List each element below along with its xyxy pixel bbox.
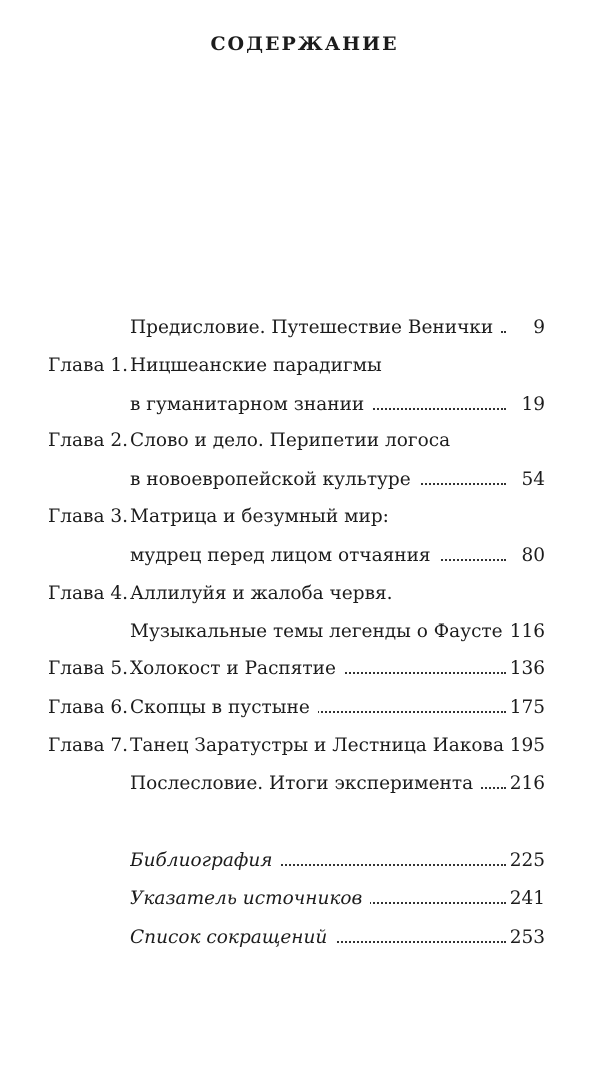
toc-entry-title: Холокост и Распятие bbox=[130, 658, 344, 679]
toc-entry-title: Аллилуйя и жалоба червя. bbox=[130, 583, 401, 604]
toc-entry-bibliography[interactable] bbox=[0, 847, 609, 875]
toc-entry-chapter-2[interactable] bbox=[0, 427, 609, 455]
toc-entry-chapter-2-cont[interactable] bbox=[0, 466, 609, 494]
chapter-label: Глава 6. bbox=[48, 697, 129, 718]
toc-entry-title-cont: в гуманитарном знании bbox=[130, 394, 372, 415]
toc-entry-title: Слово и дело. Перипетии логоса bbox=[130, 430, 458, 451]
toc-entry-chapter-1[interactable] bbox=[0, 352, 609, 380]
toc-entry-chapter-4-cont[interactable] bbox=[0, 618, 609, 646]
chapter-label: Глава 3. bbox=[48, 506, 129, 527]
toc-entry-chapter-3[interactable] bbox=[0, 503, 609, 531]
toc-entry-chapter-5[interactable] bbox=[0, 655, 609, 683]
toc-entry-sources-index[interactable] bbox=[0, 885, 609, 913]
toc-page-number: 241 bbox=[509, 888, 545, 909]
chapter-label: Глава 2. bbox=[48, 430, 129, 451]
chapter-label: Глава 7. bbox=[48, 735, 129, 756]
toc-entry-title: Ницшеанские парадигмы bbox=[130, 355, 390, 376]
toc-entry-title-cont: Музыкальные темы легенды о Фаусте bbox=[130, 621, 506, 642]
toc-entry-preface[interactable] bbox=[0, 314, 609, 342]
toc-entry-afterword[interactable] bbox=[0, 770, 609, 798]
toc-page-number: 225 bbox=[509, 850, 545, 871]
toc-entry-title: Танец Заратустры и Лестница Иакова bbox=[130, 735, 506, 756]
page-title: СОДЕРЖАНИЕ bbox=[210, 33, 399, 55]
toc-page-number: 175 bbox=[509, 697, 545, 718]
toc-entry-title-cont: мудрец перед лицом отчаяния bbox=[130, 545, 439, 566]
toc-page-number: 116 bbox=[509, 621, 545, 642]
toc-entry-chapter-4[interactable] bbox=[0, 580, 609, 608]
toc-page-number: 9 bbox=[533, 317, 545, 338]
toc-entry-chapter-7[interactable] bbox=[0, 732, 609, 760]
chapter-label: Глава 1. bbox=[48, 355, 129, 376]
toc-entry-chapter-6[interactable] bbox=[0, 694, 609, 722]
toc-entry-chapter-3-cont[interactable] bbox=[0, 542, 609, 570]
toc-entry-title: Послесловие. Итоги эксперимента bbox=[130, 773, 481, 794]
toc-entry-chapter-1-cont[interactable] bbox=[0, 391, 609, 419]
chapter-label: Глава 5. bbox=[48, 658, 129, 679]
toc-page-number: 216 bbox=[509, 773, 545, 794]
toc-entry-title-cont: в новоевропейской культуре bbox=[130, 469, 419, 490]
toc-entry-title: Указатель источников bbox=[130, 888, 370, 909]
chapter-label: Глава 4. bbox=[48, 583, 129, 604]
toc-page-number: 80 bbox=[521, 545, 545, 566]
toc-entry-title: Список сокращений bbox=[130, 927, 335, 948]
toc-page-number: 253 bbox=[509, 927, 545, 948]
toc-entry-title: Библиография bbox=[130, 850, 281, 871]
toc-entry-title: Предисловие. Путешествие Венички bbox=[130, 317, 501, 338]
toc-entry-title: Матрица и безумный мир: bbox=[130, 506, 397, 527]
toc-page-number: 136 bbox=[509, 658, 545, 679]
toc-page-number: 54 bbox=[521, 469, 545, 490]
toc-page-number: 195 bbox=[509, 735, 545, 756]
toc-entry-abbreviations[interactable] bbox=[0, 924, 609, 952]
toc-page-number: 19 bbox=[521, 394, 545, 415]
toc-entry-title: Скопцы в пустыне bbox=[130, 697, 318, 718]
